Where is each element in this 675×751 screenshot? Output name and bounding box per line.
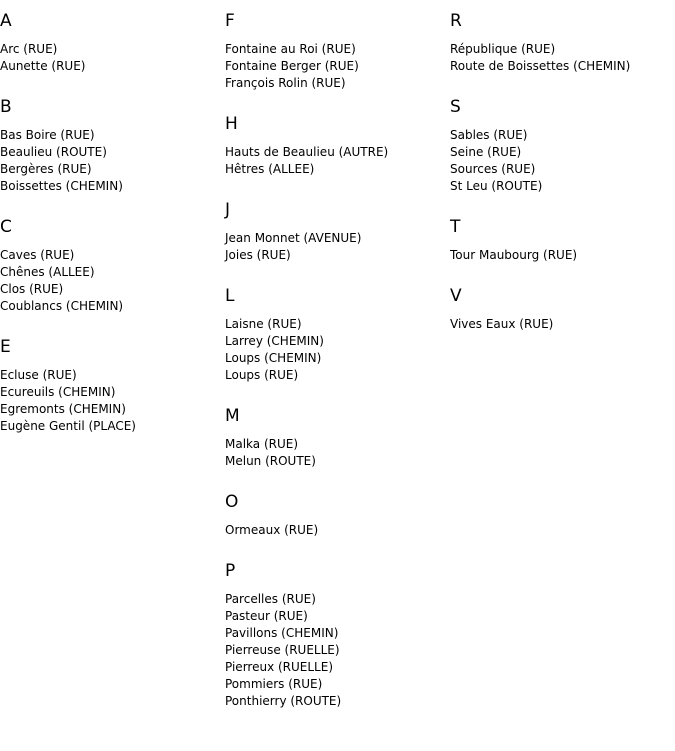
street-column-1 [0,10,225,731]
letter-heading: R [450,11,462,31]
street-link[interactable]: Ecluse (RUE) [0,368,77,382]
street-link[interactable]: Bergères (RUE) [0,162,92,176]
letter-group-t [450,216,675,264]
letter-group-s [450,96,675,195]
letter-heading: V [450,286,462,306]
street-link[interactable]: Aunette (RUE) [0,59,86,73]
street-link[interactable]: Caves (RUE) [0,248,75,262]
letter-group-l [225,285,450,384]
street-link[interactable]: Fontaine Berger (RUE) [225,59,359,73]
street-link[interactable]: Beaulieu (ROUTE) [0,145,107,159]
letter-group-r [450,10,675,75]
street-link[interactable]: Vives Eaux (RUE) [450,317,554,331]
street-link[interactable]: Route de Boissettes (CHEMIN) [450,59,631,73]
letter-group-f [225,10,450,92]
letter-group-p [225,560,450,710]
letter-heading: E [0,337,11,357]
street-index [0,10,675,731]
street-link[interactable]: Loups (CHEMIN) [225,351,322,365]
letter-group-j [225,199,450,264]
street-link[interactable]: Sources (RUE) [450,162,536,176]
letter-group-e [0,336,225,435]
street-link[interactable]: St Leu (ROUTE) [450,179,543,193]
letter-group-a [0,10,225,75]
letter-heading: T [450,217,461,237]
street-link[interactable]: Pierreuse (RUELLE) [225,643,340,657]
street-link[interactable]: Arc (RUE) [0,42,58,56]
street-link[interactable]: Loups (RUE) [225,368,299,382]
street-link[interactable]: Joies (RUE) [225,248,291,262]
letter-heading: O [225,492,239,512]
letter-heading: P [225,561,236,581]
street-column-3 [450,10,675,731]
letter-group-o [225,491,450,539]
street-link[interactable]: Bas Boire (RUE) [0,128,95,142]
street-link[interactable]: Fontaine au Roi (RUE) [225,42,356,56]
street-link[interactable]: Seine (RUE) [450,145,522,159]
street-link[interactable]: Parcelles (RUE) [225,592,316,606]
street-link[interactable]: Ecureuils (CHEMIN) [0,385,116,399]
letter-heading: J [225,200,231,220]
street-link[interactable]: Hêtres (ALLEE) [225,162,315,176]
street-link[interactable]: Boissettes (CHEMIN) [0,179,123,193]
street-link[interactable]: Egremonts (CHEMIN) [0,402,126,416]
letter-heading: B [0,97,12,117]
street-link[interactable]: Tour Maubourg (RUE) [450,248,578,262]
street-link[interactable]: François Rolin (RUE) [225,76,346,90]
letter-group-v [450,285,675,333]
street-link[interactable]: Coublancs (CHEMIN) [0,299,124,313]
letter-heading: L [225,286,235,306]
street-link[interactable]: Jean Monnet (AVENUE) [225,231,362,245]
letter-heading: C [0,217,12,237]
street-link[interactable]: Ponthierry (ROUTE) [225,694,342,708]
street-link[interactable]: Sables (RUE) [450,128,528,142]
street-link[interactable]: Pommiers (RUE) [225,677,323,691]
street-link[interactable]: Larrey (CHEMIN) [225,334,324,348]
letter-group-m [225,405,450,470]
street-link[interactable]: Hauts de Beaulieu (AUTRE) [225,145,389,159]
street-link[interactable]: Clos (RUE) [0,282,64,296]
street-link[interactable]: Chênes (ALLEE) [0,265,95,279]
letter-group-c [0,216,225,315]
street-link[interactable]: Pasteur (RUE) [225,609,308,623]
street-column-2 [225,10,450,731]
letter-group-b [0,96,225,195]
letter-group-h [225,113,450,178]
street-link[interactable]: République (RUE) [450,42,556,56]
street-link[interactable]: Laisne (RUE) [225,317,302,331]
letter-heading: A [0,11,12,31]
street-link[interactable]: Eugène Gentil (PLACE) [0,419,136,433]
street-link[interactable]: Pierreux (RUELLE) [225,660,334,674]
street-link[interactable]: Ormeaux (RUE) [225,523,319,537]
letter-heading: M [225,406,240,426]
street-link[interactable]: Melun (ROUTE) [225,454,316,468]
letter-heading: S [450,97,461,117]
letter-heading: H [225,114,238,134]
street-link[interactable]: Malka (RUE) [225,437,299,451]
letter-heading: F [225,11,235,31]
street-link[interactable]: Pavillons (CHEMIN) [225,626,339,640]
